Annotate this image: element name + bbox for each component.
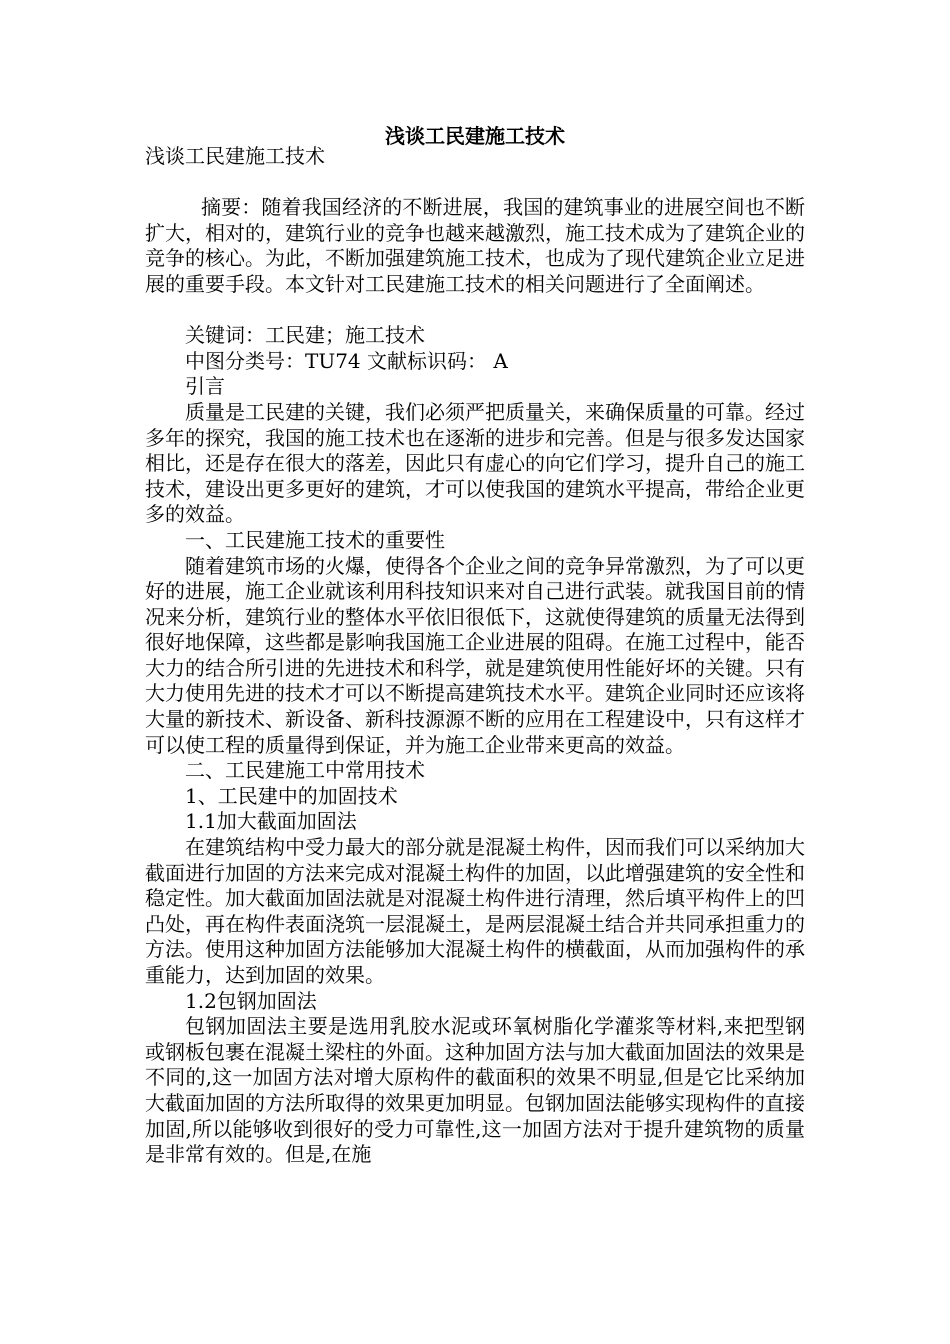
intro-paragraph: 质量是工民建的关键，我们必须严把质量关，来确保质量的可靠。经过多年的探究，我国的施工技术也在逐渐的进步和完善。但是与很多发达国家相比，还是存在很大的落差，因此只有虚心的向它们学习，提升自己的施工技术，建设出更多更好的建筑，才可以使我国的建筑水平提高，带给企业更多的效益。 [145,399,805,527]
blank-line [145,170,805,196]
document-subtitle: 浅谈工民建施工技术 [145,144,325,168]
keywords-line: 关键词：工民建；施工技术 [185,323,425,348]
section1-heading: 一、工民建施工技术的重要性 [185,527,445,552]
section2-1-1-heading: 1.1加大截面加固法 [185,809,357,834]
section1-paragraph: 随着建筑市场的火爆，使得各个企业之间的竞争异常激烈，为了可以更好的进展，施工企业就该利用科技知识来对自己进行武装。就我国目前的情况来分析，建筑行业的整体水平依旧很低下，这就使得建筑的质量无法得到很好地保障，这些都是影响我国施工企业进展的阻碍。在施工过程中，能否大力的结合所引进的先进技术和科学，就是建筑使用性能好坏的关键。只有大力使用先进的技术才可以不断提高建筑技术水平。建筑企业同时还应该将大量的新技术、新设备、新科技源源不断的应用在工程建设中，只有这样才可以使工程的质量得到保证，并为施工企业带来更高的效益。 [145,553,805,757]
classification-line: 中图分类号：TU74 文献标识码： A [185,348,508,373]
document-title: 浅谈工民建施工技术 [385,124,565,148]
abstract-paragraph: 摘要：随着我国经济的不断进展，我国的建筑事业的进展空间也不断扩大，相对的，建筑行业的竞争也越来越激烈，施工技术成为了建筑企业的竞争的核心。为此，不断加强建筑施工技术，也成为了现代建筑企业立足进展的重要手段。本文针对工民建施工技术的相关问题进行了全面阐述。 [145,195,805,296]
blank-line [145,298,805,324]
section2-1-heading: 1、工民建中的加固技术 [185,783,398,808]
document-body [145,144,805,1168]
intro-heading: 引言 [185,374,225,399]
section2-heading: 二、工民建施工中常用技术 [185,758,425,783]
section2-1-1-paragraph: 在建筑结构中受力最大的部分就是混凝土构件，因而我们可以采纳加大截面进行加固的方法来完成对混凝土构件的加固，以此增强建筑的安全性和稳定性。加大截面加固法就是对混凝土构件进行清理，然后填平构件上的凹凸处，再在构件表面浇筑一层混凝土，是两层混凝土结合并共同承担重力的方法。使用这种加固方法能够加大混凝土构件的横截面，从而加强构件的承重能力，达到加固的效果。 [145,835,805,987]
section2-1-2-paragraph: 包钢加固法主要是选用乳胶水泥或环氧树脂化学灌浆等材料,来把型钢或钢板包裹在混凝土梁柱的外面。这种加固方法与加大截面加固法的效果是不同的,这一加固方法对增大原构件的截面积的效果不明显,但是它比采纳加大截面加固的方法所取得的效果更加明显。包钢加固法能够实现构件的直接加固,所以能够收到很好的受力可靠性,这一加固方法对于提升建筑物的质量是非常有效的。但是,在施 [145,1014,805,1167]
section2-1-2-heading: 1.2包钢加固法 [185,988,317,1013]
